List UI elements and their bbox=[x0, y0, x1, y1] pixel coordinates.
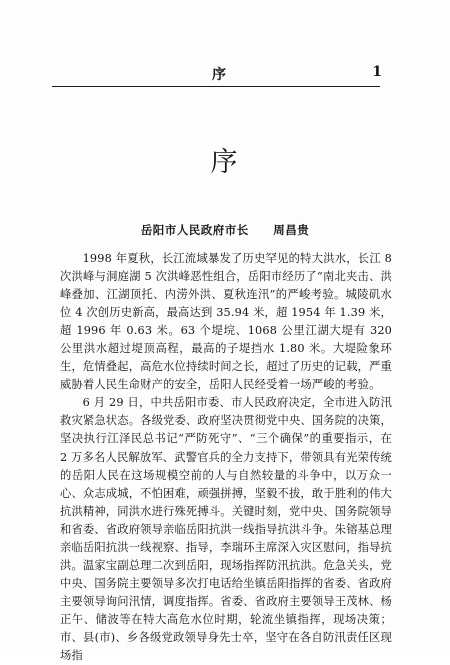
body-text bbox=[60, 250, 392, 665]
byline-position: 岳阳市人民政府市长 bbox=[140, 223, 249, 237]
page-number: 1 bbox=[372, 64, 382, 80]
header-rule bbox=[52, 86, 380, 87]
byline bbox=[0, 222, 450, 238]
paragraph: 1998 年夏秋，长江流域暴发了历史罕见的特大洪水，长江 8 次洪峰与洞庭湖 5 次洪峰恶性组合，岳阳市经历了“南北夹击、洪峰叠加、江湖顶托、内涝外洪、夏秋连汛”的严峻考验。城陵矶水位 4 次创历史新高，最高达到 35.94 米，超 1954 年 1.39 米，超 1996 年 0.63 米。63 个堤垸、1068 公里江湖大堤有 320 公里洪水超过堤顶高程，最高的子堤挡水 1.80 米。大堤险象环生，危情叠起，高危水位持续时间之长，超过了历史的记载，严重威胁着人民生命财产的安全，岳阳人民经受着一场严峻的考验。 bbox=[60, 252, 392, 392]
chapter-title: 序 bbox=[210, 147, 240, 178]
paragraph: 6 月 29 日，中共岳阳市委、市人民政府决定，全市进入防汛救灾紧急状态。各级党委、政府坚决贯彻党中央、国务院的决策，坚决执行江泽民总书记“严防死守”、“三个确保”的重要指示，在 2 万多名人民解放军、武警官兵的全力支持下，带领具有光荣传统的岳阳人民在这场规模空前的人与自然较量的斗争中，以万众一心、众志成城，不怕困难，顽强拼搏，坚毅不拔，敢于胜利的伟大抗洪精神，同洪水进行殊死搏斗。关键时刻，党中央、国务院领导和省委、省政府领导亲临岳阳抗洪一线指导抗洪斗争。朱镕基总理亲临岳阳抗洪一线视察、指导，李瑞环主席深入灾区慰问，指导抗洪。温家宝副总理二次到岳阳，现场指挥防汛抗洪。危急关头，党中央、国务院主要领导多次打电话给坐镇岳阳指挥的省委、省政府主要领导询问汛情，调度指挥。省委、省政府主要领导王茂林、杨正午、储波等在特大高危水位时期，轮流坐镇指挥，现场决策；市、县(市)、乡各级党政领导身先士卒，坚守在各自防汛责任区现场指 bbox=[60, 396, 392, 663]
running-head bbox=[52, 62, 380, 84]
byline-name: 周昌贵 bbox=[273, 223, 310, 237]
running-head-title: 序 bbox=[212, 67, 227, 83]
